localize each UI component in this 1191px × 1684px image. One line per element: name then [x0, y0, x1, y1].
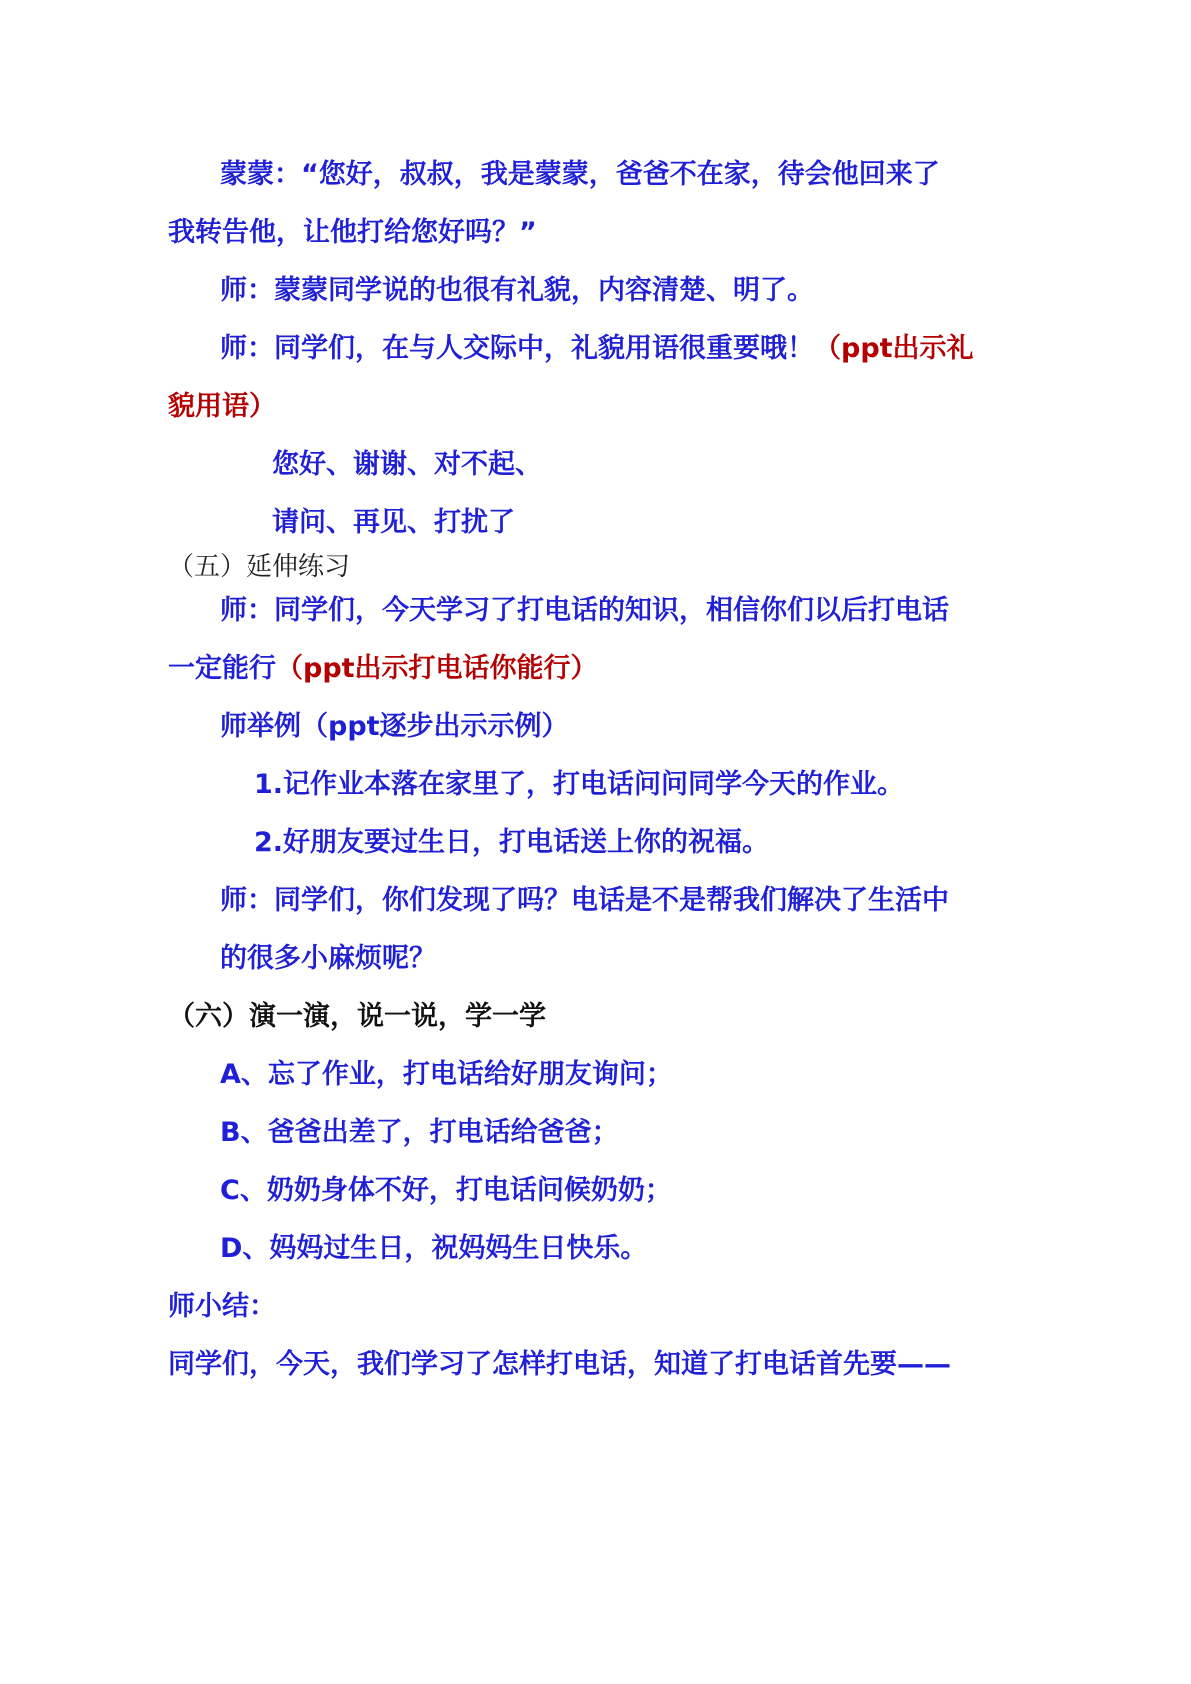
ppt-note: （ppt出示打电话你能行） [276, 653, 598, 684]
text-span: 师：同学们，今天学习了打电话的知识，相信你们以后打电话 [220, 595, 949, 626]
teacher-line [220, 942, 436, 976]
teacher-line [220, 332, 974, 366]
polite-words-line [272, 506, 515, 540]
activity-item [220, 1174, 672, 1208]
activity-item [220, 1232, 647, 1266]
text-span: 1.记作业本落在家里了，打电话问问同学今天的作业。 [254, 769, 905, 800]
activity-item [220, 1058, 673, 1092]
text-span: （五）延伸练习 [168, 552, 351, 582]
text-span: C、奶奶身体不好，打电话问候奶奶； [220, 1175, 672, 1206]
dialogue-line [220, 158, 940, 192]
ppt-note: （ppt出示礼 [814, 333, 974, 364]
text-span: 同学们，今天，我们学习了怎样打电话，知道了打电话首先要—— [168, 1349, 951, 1380]
text-span: 一定能行 [168, 653, 276, 684]
example-item [254, 768, 904, 802]
example-heading [220, 710, 569, 744]
text-span: 我转告他，让他打给您好吗？” [168, 217, 537, 248]
teacher-line [220, 884, 949, 918]
text-span: 貌用语） [168, 391, 276, 422]
text-span: B、爸爸出差了，打电话给爸爸； [220, 1117, 619, 1148]
text-span: D、妈妈过生日，祝妈妈生日快乐。 [220, 1233, 648, 1264]
text-span: （六）演一演，说一说，学一学 [168, 1001, 546, 1032]
teacher-line [168, 652, 598, 686]
polite-words-line [272, 448, 542, 482]
text-span: 2.好朋友要过生日，打电话送上你的祝福。 [254, 827, 770, 858]
teacher-line [220, 274, 814, 308]
text-span: 师：蒙蒙同学说的也很有礼貌，内容清楚、明了。 [220, 275, 814, 306]
ppt-note-line [168, 390, 276, 424]
teacher-line [220, 594, 949, 628]
text-span: 师举例（ppt逐步出示示例） [220, 711, 569, 742]
text-span: 的很多小麻烦呢？ [220, 943, 436, 974]
example-item [254, 826, 769, 860]
text-span: 师：同学们，在与人交际中，礼貌用语很重要哦！ [220, 333, 814, 364]
summary-heading [168, 1290, 276, 1324]
dialogue-line [168, 216, 537, 250]
text-span: 请问、再见、打扰了 [272, 507, 515, 538]
text-span: 您好、谢谢、对不起、 [272, 449, 542, 480]
summary-line [168, 1348, 951, 1382]
text-span: 师：同学们，你们发现了吗？电话是不是帮我们解决了生活中 [220, 885, 949, 916]
text-span: A、忘了作业，打电话给好朋友询问； [220, 1059, 673, 1090]
section-heading [168, 550, 350, 584]
text-span: 师小结： [168, 1291, 276, 1322]
text-span: 蒙蒙：“您好，叔叔，我是蒙蒙，爸爸不在家，待会他回来了 [220, 159, 940, 190]
activity-item [220, 1116, 619, 1150]
section-heading [168, 1000, 546, 1034]
